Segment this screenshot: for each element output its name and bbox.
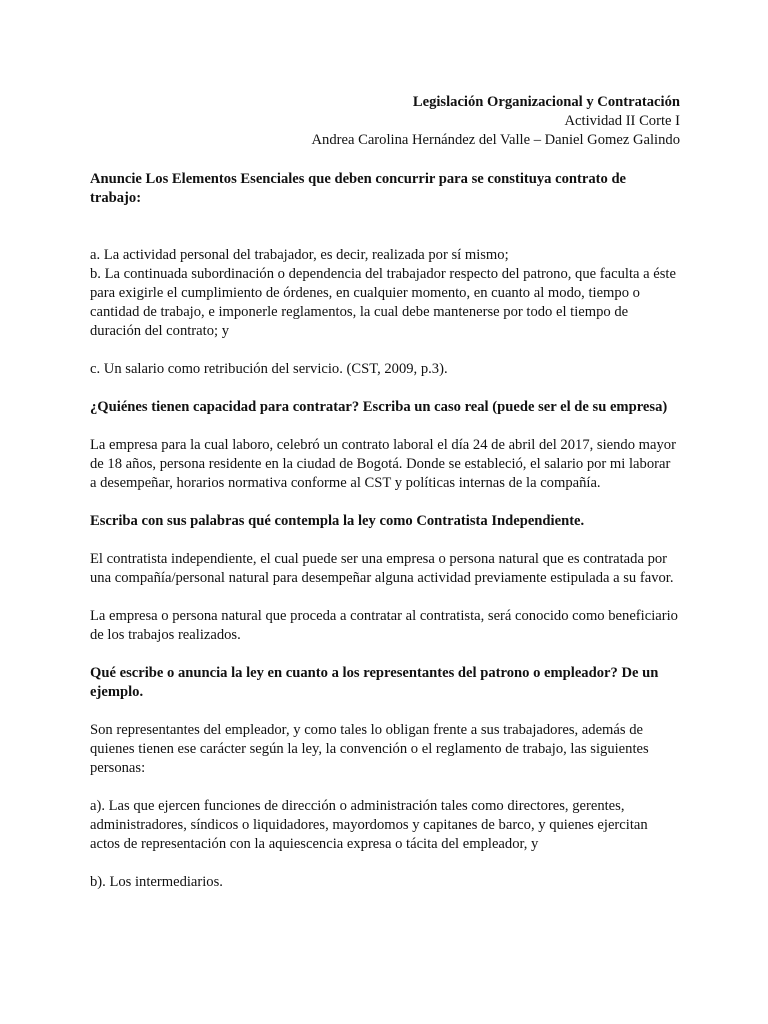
- answer-representatives-item-a: a). Las que ejercen funciones de dirección o administración tales como directores, gerentes, administradores, síndicos o liquidadores, mayordomos y capitanes de barco, y quienes ejercitan actos de representación con la aquiescencia expresa o tácita del empleador, y: [90, 798, 648, 852]
- authors-line: Andrea Carolina Hernández del Valle – Daniel Gomez Galindo: [311, 132, 680, 148]
- course-title: Legislación Organizacional y Contratación: [412, 94, 680, 110]
- document-page: [90, 93, 680, 892]
- document-header: [90, 93, 680, 150]
- answer-item-c: c. Un salario como retribución del servicio. (CST, 2009, p.3).: [90, 361, 448, 377]
- answer-item-a: a. La actividad personal del trabajador, es decir, realizada por sí mismo;: [90, 247, 509, 263]
- answer-representatives-item-b: b). Los intermediarios.: [90, 874, 223, 890]
- activity-label: Actividad II Corte I: [564, 113, 680, 129]
- question-independent-contractor: Escriba con sus palabras qué contempla la ley como Contratista Independiente.: [90, 513, 585, 529]
- answer-independent-contractor-1: El contratista independiente, el cual puede ser una empresa o persona natural que es contratada por una compañía/personal natural para desempeñar alguna actividad previamente estipulada a su favor.: [90, 551, 674, 586]
- answer-item-b: b. La continuada subordinación o dependencia del trabajador respecto del patrono, que faculta a éste para exigirle el cumplimiento de órdenes, en cualquier momento, en cuanto al modo, tiempo o cantidad de trabajo, e imponerle reglamentos, la cual debe mantenerse por todo el tiempo de duración del contrato; y: [90, 266, 676, 339]
- question-capacity-to-contract: ¿Quiénes tienen capacidad para contratar? Escriba un caso real (puede ser el de su empresa): [90, 399, 668, 415]
- question-elements-essential: Anuncie Los Elementos Esenciales que deben concurrir para se constituya contrato de trabajo:: [90, 171, 627, 206]
- answer-representatives-intro: Son representantes del empleador, y como tales lo obligan frente a sus trabajadores, además de quienes tienen ese carácter según la ley, la convención o el reglamento de trabajo, las siguientes personas:: [90, 722, 649, 776]
- question-employer-representatives: Qué escribe o anuncia la ley en cuanto a los representantes del patrono o empleador? De un ejemplo.: [90, 665, 659, 700]
- answer-capacity-case: La empresa para la cual laboro, celebró un contrato laboral el día 24 de abril del 2017, siendo mayor de 18 años, persona residente en la ciudad de Bogotá. Donde se estableció, el salario por mi laborar a desempeñar, horarios normativa conforme al CST y políticas internas de la compañía.: [90, 437, 676, 491]
- answer-independent-contractor-2: La empresa o persona natural que proceda a contratar al contratista, será conocido como beneficiario de los trabajos realizados.: [90, 608, 678, 643]
